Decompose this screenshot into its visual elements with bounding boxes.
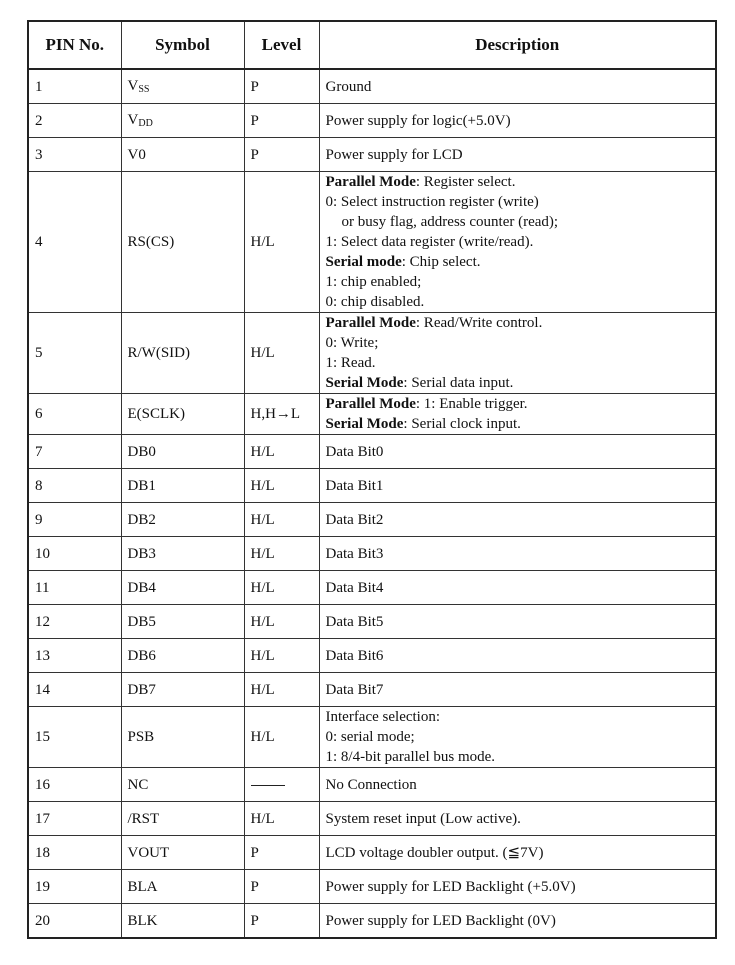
pin-cell: 9 xyxy=(28,503,121,537)
level-cell: P xyxy=(244,69,319,104)
pin-cell: 15 xyxy=(28,707,121,768)
pin-cell: 16 xyxy=(28,768,121,802)
level-cell: H/L xyxy=(244,707,319,768)
header-level: Level xyxy=(244,21,319,69)
description-cell: System reset input (Low active). xyxy=(319,802,716,836)
description-cell: Data Bit6 xyxy=(319,639,716,673)
desc-line: 0: serial mode; xyxy=(325,729,415,745)
pin-cell: 1 xyxy=(28,69,121,104)
desc-line: Interface selection: xyxy=(325,709,441,725)
symbol-cell: BLA xyxy=(121,870,244,904)
symbol-cell: DB1 xyxy=(121,469,244,503)
table-row xyxy=(28,172,716,313)
dash-line xyxy=(251,785,285,786)
header-pin: PIN No. xyxy=(28,21,121,69)
level-cell: H/L xyxy=(244,571,319,605)
description-cell xyxy=(319,313,716,394)
symbol-sub: DD xyxy=(138,117,153,129)
pin-cell: 19 xyxy=(28,870,121,904)
symbol-cell: R/W(SID) xyxy=(121,313,244,394)
description-cell: Data Bit1 xyxy=(319,469,716,503)
symbol-main: V xyxy=(127,111,139,128)
desc-line: 1: chip enabled; xyxy=(325,274,422,290)
table-row xyxy=(28,69,716,104)
pin-cell: 10 xyxy=(28,537,121,571)
desc-line: 0: Write; xyxy=(325,335,379,351)
table-row xyxy=(28,469,716,503)
mode-label: Parallel Mode xyxy=(325,315,416,331)
desc-line xyxy=(326,313,710,333)
symbol-cell: DB2 xyxy=(121,503,244,537)
symbol-cell: BLK xyxy=(121,904,244,939)
description-cell: Data Bit5 xyxy=(319,605,716,639)
level-cell: H,H→L xyxy=(244,394,319,435)
pin-table xyxy=(27,20,717,939)
desc-line: 1: Read. xyxy=(325,355,376,371)
desc-text: : Register select. xyxy=(415,174,516,190)
pin-cell: 5 xyxy=(28,313,121,394)
symbol-cell: /RST xyxy=(121,802,244,836)
pin-cell: 4 xyxy=(28,172,121,313)
level-cell: H/L xyxy=(244,172,319,313)
description-cell: Ground xyxy=(319,69,716,104)
mode-label: Parallel Mode xyxy=(325,174,416,190)
symbol-cell: VOUT xyxy=(121,836,244,870)
level-cell: P xyxy=(244,104,319,138)
desc-line: or busy flag, address counter (read); xyxy=(341,214,559,230)
desc-text: : Read/Write control. xyxy=(415,315,543,331)
description-cell: Data Bit3 xyxy=(319,537,716,571)
symbol-cell: DB7 xyxy=(121,673,244,707)
description-cell: Data Bit0 xyxy=(319,435,716,469)
header-symbol: Symbol xyxy=(121,21,244,69)
desc-text: : Serial clock input. xyxy=(403,416,521,432)
level-cell: H/L xyxy=(244,469,319,503)
description-cell xyxy=(319,394,716,435)
table-row xyxy=(28,836,716,870)
pin-cell: 7 xyxy=(28,435,121,469)
description-cell: Data Bit7 xyxy=(319,673,716,707)
pin-cell: 13 xyxy=(28,639,121,673)
level-cell: H/L xyxy=(244,605,319,639)
pin-cell: 2 xyxy=(28,104,121,138)
table-row xyxy=(28,503,716,537)
desc-text: : Chip select. xyxy=(401,254,481,270)
description-cell: Data Bit4 xyxy=(319,571,716,605)
level-cell: P xyxy=(244,138,319,172)
description-cell: LCD voltage doubler output. (≦7V) xyxy=(319,836,716,870)
level-cell: H/L xyxy=(244,639,319,673)
level-cell: H/L xyxy=(244,537,319,571)
symbol-cell: DB3 xyxy=(121,537,244,571)
symbol-cell xyxy=(121,104,244,138)
header-description: Description xyxy=(319,21,716,69)
desc-line xyxy=(326,252,710,272)
desc-line xyxy=(326,414,710,434)
desc-line: 1: 8/4-bit parallel bus mode. xyxy=(325,749,496,765)
symbol-cell: PSB xyxy=(121,707,244,768)
table-row xyxy=(28,904,716,939)
table-row xyxy=(28,870,716,904)
symbol-cell: DB6 xyxy=(121,639,244,673)
level-cell xyxy=(244,768,319,802)
symbol-cell xyxy=(121,69,244,104)
pin-cell: 18 xyxy=(28,836,121,870)
table-row xyxy=(28,802,716,836)
table-row xyxy=(28,571,716,605)
pin-cell: 17 xyxy=(28,802,121,836)
pin-cell: 14 xyxy=(28,673,121,707)
level-cell: H/L xyxy=(244,435,319,469)
symbol-main: V xyxy=(127,77,139,94)
level-cell: H/L xyxy=(244,313,319,394)
desc-line: 0: Select instruction register (write) xyxy=(325,194,539,210)
level-cell: H/L xyxy=(244,673,319,707)
table-row xyxy=(28,104,716,138)
mode-label: Serial mode xyxy=(325,254,402,270)
level-cell: P xyxy=(244,836,319,870)
desc-line xyxy=(326,394,710,414)
description-cell xyxy=(319,707,716,768)
header-row xyxy=(28,21,716,69)
desc-text: : Serial data input. xyxy=(403,375,514,391)
description-cell: Power supply for LCD xyxy=(319,138,716,172)
table-row xyxy=(28,435,716,469)
level-cell: P xyxy=(244,870,319,904)
level-cell: H/L xyxy=(244,802,319,836)
description-cell: Power supply for LED Backlight (+5.0V) xyxy=(319,870,716,904)
pin-cell: 8 xyxy=(28,469,121,503)
desc-line: 1: Select data register (write/read). xyxy=(325,234,534,250)
level-cell: P xyxy=(244,904,319,939)
desc-line xyxy=(326,373,710,393)
description-cell: No Connection xyxy=(319,768,716,802)
desc-text: : 1: Enable trigger. xyxy=(415,396,528,412)
symbol-cell: V0 xyxy=(121,138,244,172)
symbol-cell: DB4 xyxy=(121,571,244,605)
table-row xyxy=(28,639,716,673)
pin-cell: 3 xyxy=(28,138,121,172)
mode-label: Parallel Mode xyxy=(325,396,416,412)
table-row xyxy=(28,537,716,571)
table-row xyxy=(28,707,716,768)
symbol-cell: NC xyxy=(121,768,244,802)
desc-line: 0: chip disabled. xyxy=(325,294,425,310)
table-row xyxy=(28,138,716,172)
symbol-cell: E(SCLK) xyxy=(121,394,244,435)
mode-label: Serial Mode xyxy=(325,416,404,432)
symbol-cell: DB5 xyxy=(121,605,244,639)
mode-label: Serial Mode xyxy=(325,375,404,391)
pin-cell: 11 xyxy=(28,571,121,605)
description-cell: Data Bit2 xyxy=(319,503,716,537)
symbol-sub: SS xyxy=(138,83,150,95)
pin-cell: 12 xyxy=(28,605,121,639)
table-row xyxy=(28,673,716,707)
table-row xyxy=(28,313,716,394)
desc-line xyxy=(326,172,710,192)
table-row xyxy=(28,394,716,435)
description-cell: Power supply for LED Backlight (0V) xyxy=(319,904,716,939)
description-cell: Power supply for logic(+5.0V) xyxy=(319,104,716,138)
symbol-cell: RS(CS) xyxy=(121,172,244,313)
pin-cell: 6 xyxy=(28,394,121,435)
description-cell xyxy=(319,172,716,313)
pin-cell: 20 xyxy=(28,904,121,939)
symbol-cell: DB0 xyxy=(121,435,244,469)
table-row xyxy=(28,605,716,639)
level-cell: H/L xyxy=(244,503,319,537)
table-row xyxy=(28,768,716,802)
